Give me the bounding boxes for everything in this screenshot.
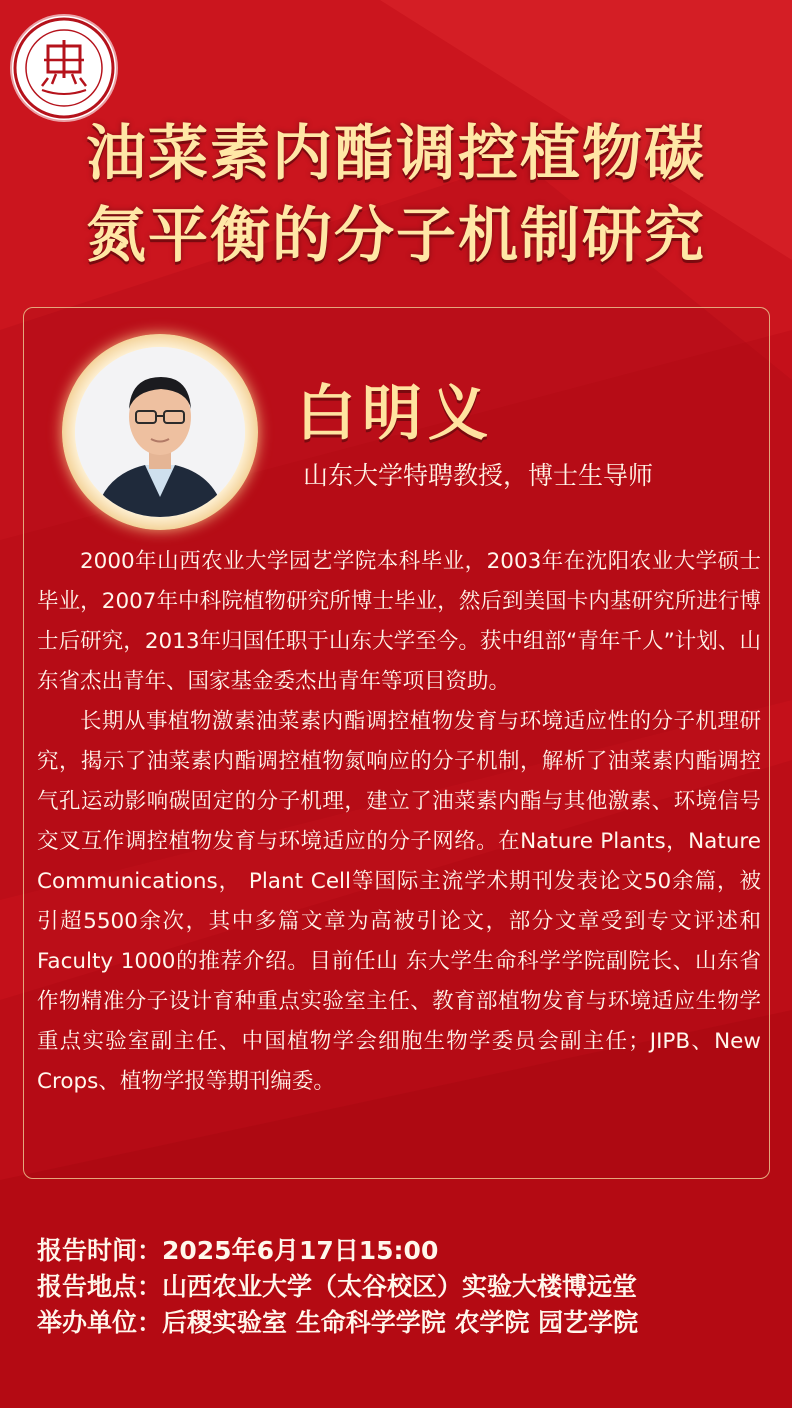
report-organizers: 举办单位：后稷实验室 生命科学学院 农学院 园艺学院 bbox=[37, 1308, 639, 1337]
report-time: 报告时间：2025年6月17日15:00 bbox=[37, 1236, 439, 1265]
speaker-photo bbox=[75, 347, 245, 517]
speaker-role: 山东大学特聘教授，博士生导师 bbox=[303, 461, 654, 490]
speaker-photo-frame bbox=[62, 334, 258, 530]
report-location: 报告地点：山西农业大学（太谷校区）实验大楼博远堂 bbox=[37, 1272, 638, 1301]
seal-icon bbox=[12, 16, 116, 120]
page-title-line-1: 油菜素内酯调控植物碳 bbox=[86, 119, 706, 189]
university-logo bbox=[12, 16, 116, 120]
bio-paragraph-2: 长期从事植物激素油菜素内酯调控植物发育与环境适应性的分子机理研究，揭示了油菜素内酯调控植物氮响应的分子机制，解析了油菜素内酯调控气孔运动影响碳固定的分子机理，建立了油菜素内酯与其他激素、环境信号交叉互作调控植物发育与环境适应的分子网络。在Nature Plants，Nature Communications， Plant Cell等国际主流学术期刊发表论文50余篇，被引超5500余次，其中多篇文章为高被引论文，部分文章受到专文评述和Faculty 1000的推荐介绍。目前任山 东大学生命科学学院副院长、山东省作物精准分子设计育种重点实验室主任、教育部植物发育与环境适应生物学重点实验室副主任、中国植物学会细胞生物学委员会副主任；JIPB、New Crops、植物学报等期刊编委。 bbox=[37, 709, 761, 1094]
portrait-image bbox=[75, 347, 245, 517]
speaker-bio bbox=[37, 542, 761, 1102]
speaker-name: 白明义 bbox=[296, 379, 494, 449]
page-title-line-2: 氮平衡的分子机制研究 bbox=[86, 201, 706, 271]
bio-paragraph-1: 2000年山西农业大学园艺学院本科毕业，2003年在沈阳农业大学硕士毕业，2007年中科院植物研究所博士毕业，然后到美国卡内基研究所进行博士后研究，2013年归国任职于山东大学至今。获中组部“青年千人”计划、山东省杰出青年、国家基金委杰出青年等项目资助。 bbox=[37, 549, 761, 694]
